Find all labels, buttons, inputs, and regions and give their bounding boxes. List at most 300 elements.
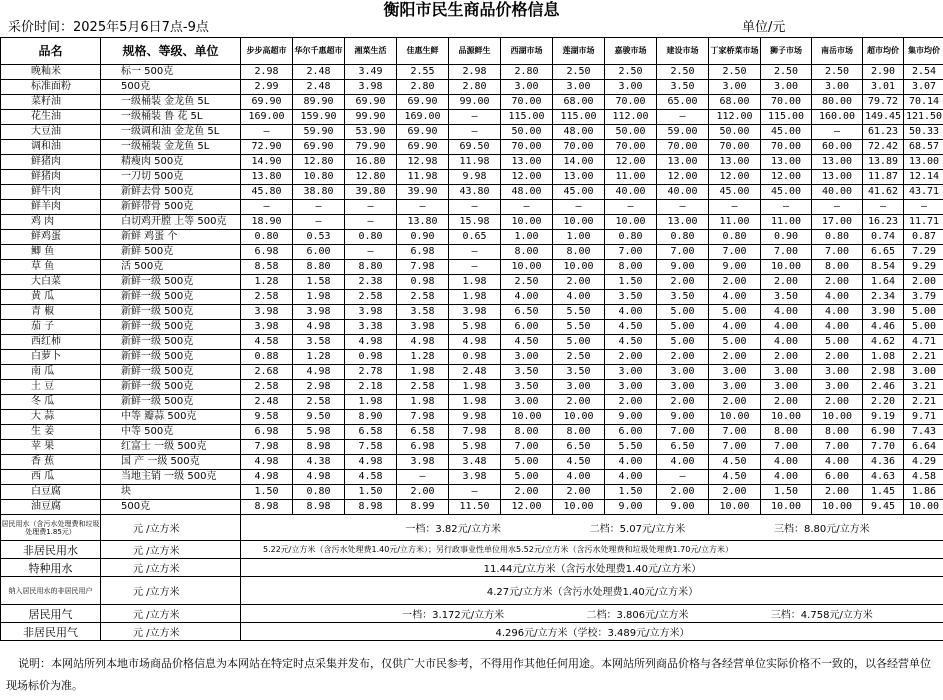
price-cell: 3.90 [863, 305, 904, 320]
product-name: 鲜猪肉 [1, 155, 101, 170]
price-cell: 9.00 [605, 410, 657, 425]
utility-unit: 元 /立方米 [101, 577, 241, 605]
table-row [1, 305, 943, 320]
price-cell: 12.00 [761, 170, 812, 185]
utility-unit: 元 /立方米 [101, 623, 241, 641]
product-spec: 块 [101, 485, 241, 500]
price-cell: 2.58 [345, 290, 397, 305]
price-cell: 10.00 [812, 500, 863, 515]
product-name: 土 豆 [1, 380, 101, 395]
currency-unit: 单位/元 [742, 20, 786, 35]
product-spec: 新鲜一级 500克 [101, 395, 241, 410]
price-cell: 2.18 [345, 380, 397, 395]
price-cell: 2.58 [293, 395, 345, 410]
table-row [1, 485, 943, 500]
price-cell: 11.87 [863, 170, 904, 185]
price-cell: 13.80 [397, 215, 449, 230]
price-cell: 11.98 [449, 155, 501, 170]
price-cell: 3.00 [812, 380, 863, 395]
price-cell: 2.80 [449, 80, 501, 95]
price-cell: 13.00 [657, 155, 709, 170]
product-name: 白豆腐 [1, 485, 101, 500]
price-cell: 3.50 [605, 290, 657, 305]
utility-table-body [1, 515, 943, 641]
product-spec: 新鲜带骨 500克 [101, 200, 241, 215]
price-cell: 3.00 [553, 80, 605, 95]
price-cell: 4.50 [605, 320, 657, 335]
table-row [1, 200, 943, 215]
price-cell: 13.00 [812, 170, 863, 185]
price-cell: 2.20 [863, 395, 904, 410]
price-cell: 7.00 [709, 245, 761, 260]
price-cell: 4.00 [812, 290, 863, 305]
price-cell: 0.74 [863, 230, 904, 245]
product-spec: 一级调和油 金龙鱼 5L [101, 125, 241, 140]
price-cell: — [345, 215, 397, 230]
price-cell: 2.78 [345, 365, 397, 380]
product-name: 青 椒 [1, 305, 101, 320]
price-cell: 39.80 [345, 185, 397, 200]
price-cell: 3.49 [345, 65, 397, 80]
price-cell: 2.99 [241, 80, 293, 95]
price-cell: 112.00 [709, 110, 761, 125]
table-row [1, 290, 943, 305]
price-cell: 2.98 [863, 365, 904, 380]
price-cell: 0.53 [293, 230, 345, 245]
price-cell: 2.00 [657, 275, 709, 290]
price-cell: 11.00 [709, 215, 761, 230]
price-cell: 8.00 [605, 260, 657, 275]
price-cell: 59.90 [293, 125, 345, 140]
price-cell: — [449, 485, 501, 500]
price-cell: 5.00 [812, 335, 863, 350]
price-cell: 4.00 [761, 320, 812, 335]
utility-description: 11.44元/立方米（含污水处理费1.40元/立方米） [241, 559, 943, 577]
price-cell: 3.50 [761, 290, 812, 305]
price-cell: 2.00 [709, 350, 761, 365]
price-cell: 2.98 [449, 65, 501, 80]
product-name: 花生油 [1, 110, 101, 125]
price-cell: 2.50 [553, 65, 605, 80]
price-cell: 2.21 [904, 350, 943, 365]
price-cell: 2.50 [501, 275, 553, 290]
utility-unit: 元 /立方米 [101, 605, 241, 623]
price-cell: 3.00 [761, 380, 812, 395]
price-cell: 45.00 [709, 185, 761, 200]
page-title: 衡阳市民生商品价格信息 [383, 0, 560, 19]
price-cell: 3.00 [605, 380, 657, 395]
price-cell: 12.00 [501, 500, 553, 515]
price-cell: 10.00 [553, 260, 605, 275]
price-cell: 3.98 [241, 305, 293, 320]
utility-description: 5.22元/立方米（含污水处理费1.40元/立方米）；另行政事业性单位用水5.52元/立方米（含污水处理费和垃圾处理费1.70元/立方米） [241, 541, 943, 559]
price-cell: 6.98 [397, 440, 449, 455]
price-cell: — [657, 200, 709, 215]
price-cell: 1.98 [449, 275, 501, 290]
table-row [1, 185, 943, 200]
tier-price: 三档：4.758元/立方米 [770, 610, 873, 621]
product-name: 油豆腐 [1, 500, 101, 515]
product-spec: 白切鸡开膛 上等 500克 [101, 215, 241, 230]
price-cell: 5.50 [553, 305, 605, 320]
price-cell: 0.80 [605, 230, 657, 245]
price-cell: 10.00 [904, 500, 943, 515]
price-cell: 5.50 [553, 320, 605, 335]
collection-time: 采价时间：2025年5月6日7点-9点 [8, 20, 209, 35]
price-cell: 7.58 [345, 440, 397, 455]
price-cell: 9.98 [449, 170, 501, 185]
price-cell: 2.00 [812, 350, 863, 365]
price-cell: 2.00 [812, 485, 863, 500]
price-cell: 2.98 [293, 380, 345, 395]
price-cell: 2.00 [904, 275, 943, 290]
price-cell: 70.00 [553, 140, 605, 155]
price-cell: 13.00 [904, 155, 943, 170]
price-cell: 2.54 [904, 65, 943, 80]
price-cell: 4.00 [605, 455, 657, 470]
price-cell: 10.00 [553, 500, 605, 515]
price-cell: 69.90 [397, 95, 449, 110]
price-cell: 70.00 [709, 140, 761, 155]
price-cell: 13.00 [553, 170, 605, 185]
price-cell: 3.79 [904, 290, 943, 305]
col-header-name: 品名 [1, 38, 101, 65]
price-cell: 8.99 [397, 500, 449, 515]
price-cell: 11.71 [904, 215, 943, 230]
col-header-spec: 规格、等级、单位 [101, 38, 241, 65]
price-cell: 3.00 [812, 80, 863, 95]
col-header-market: 湘菜生活 [345, 38, 397, 65]
price-cell: 3.50 [501, 380, 553, 395]
price-cell: 5.00 [657, 335, 709, 350]
price-cell: 0.80 [812, 230, 863, 245]
table-row [1, 80, 943, 95]
price-cell: 4.00 [553, 470, 605, 485]
price-cell: 43.80 [449, 185, 501, 200]
price-cell: 1.86 [904, 485, 943, 500]
product-name: 鲜鸡蛋 [1, 230, 101, 245]
price-table [0, 37, 943, 641]
price-cell: 43.71 [904, 185, 943, 200]
price-cell: 13.89 [863, 155, 904, 170]
table-row [1, 155, 943, 170]
price-cell: 4.00 [812, 455, 863, 470]
product-spec: 红富士 一级 500克 [101, 440, 241, 455]
product-spec: 500克 [101, 80, 241, 95]
price-cell: — [449, 260, 501, 275]
price-cell: 7.00 [761, 245, 812, 260]
price-cell: 15.98 [449, 215, 501, 230]
price-cell: 12.14 [904, 170, 943, 185]
price-cell: 7.98 [397, 410, 449, 425]
price-cell: 4.98 [293, 470, 345, 485]
price-cell: 149.45 [863, 110, 904, 125]
price-cell: 2.34 [863, 290, 904, 305]
price-cell: 12.98 [397, 155, 449, 170]
price-cell: 6.98 [397, 245, 449, 260]
table-row [1, 65, 943, 80]
price-cell: 4.29 [904, 455, 943, 470]
price-cell: 2.00 [501, 485, 553, 500]
price-cell: 9.58 [241, 410, 293, 425]
price-cell: 1.28 [241, 275, 293, 290]
price-cell: 10.00 [761, 500, 812, 515]
price-cell: 70.14 [904, 95, 943, 110]
price-cell: 61.23 [863, 125, 904, 140]
product-name: 菜籽油 [1, 95, 101, 110]
price-cell: 3.00 [761, 365, 812, 380]
price-cell: 2.00 [553, 275, 605, 290]
price-cell: 4.00 [812, 320, 863, 335]
product-name: 晚籼米 [1, 65, 101, 80]
price-cell: 1.00 [553, 230, 605, 245]
price-cell: 0.90 [397, 230, 449, 245]
price-cell: 2.00 [657, 485, 709, 500]
table-row [1, 350, 943, 365]
product-spec: 当地主销 一级 500克 [101, 470, 241, 485]
price-cell: 1.98 [449, 290, 501, 305]
price-cell: 2.21 [904, 395, 943, 410]
price-cell: 2.50 [812, 65, 863, 80]
price-cell: 11.98 [397, 170, 449, 185]
price-cell: 0.98 [397, 275, 449, 290]
price-cell: 4.62 [863, 335, 904, 350]
product-name: 标准面粉 [1, 80, 101, 95]
price-cell: 4.00 [761, 470, 812, 485]
utility-row [1, 541, 943, 559]
price-cell: 5.00 [553, 335, 605, 350]
price-cell: 40.00 [812, 185, 863, 200]
price-cell: 11.00 [605, 170, 657, 185]
product-name: 大 蒜 [1, 410, 101, 425]
price-cell: 6.64 [904, 440, 943, 455]
price-cell: 45.00 [553, 185, 605, 200]
price-cell: 45.80 [241, 185, 293, 200]
price-cell: 68.57 [904, 140, 943, 155]
price-cell: 5.00 [501, 470, 553, 485]
price-cell: 3.00 [709, 365, 761, 380]
price-cell: 115.00 [501, 110, 553, 125]
price-cell: 7.00 [657, 425, 709, 440]
price-cell: 8.00 [812, 260, 863, 275]
price-cell: 70.00 [761, 95, 812, 110]
price-cell: 14.90 [241, 155, 293, 170]
price-cell: 7.00 [812, 245, 863, 260]
product-name: 调和油 [1, 140, 101, 155]
col-header-avg: 超市均价 [863, 38, 904, 65]
table-row [1, 470, 943, 485]
price-cell: — [449, 245, 501, 260]
price-cell: 5.98 [449, 440, 501, 455]
price-cell: 7.98 [449, 425, 501, 440]
col-header-market: 狮子市场 [761, 38, 812, 65]
price-cell: 12.00 [657, 170, 709, 185]
price-cell: 4.46 [863, 320, 904, 335]
price-cell: 5.00 [501, 455, 553, 470]
col-header-market: 佳惠生鲜 [397, 38, 449, 65]
price-cell: 1.98 [345, 395, 397, 410]
price-cell: 69.90 [241, 95, 293, 110]
price-cell: 8.90 [345, 410, 397, 425]
price-cell: — [553, 200, 605, 215]
price-cell: 4.50 [605, 335, 657, 350]
price-cell: 2.46 [863, 380, 904, 395]
price-cell: 8.80 [345, 260, 397, 275]
utility-row [1, 623, 943, 641]
price-cell: 1.98 [397, 395, 449, 410]
table-row [1, 110, 943, 125]
product-name: 黄 瓜 [1, 290, 101, 305]
price-cell: 13.00 [761, 155, 812, 170]
price-cell: 2.48 [449, 365, 501, 380]
col-header-market: 南岳市场 [812, 38, 863, 65]
price-cell: 6.58 [397, 425, 449, 440]
price-cell: — [293, 215, 345, 230]
product-name: 鲜猪肉 [1, 170, 101, 185]
price-cell: 69.90 [293, 140, 345, 155]
price-cell: 5.98 [449, 320, 501, 335]
price-cell: — [241, 125, 293, 140]
price-cell: 9.19 [863, 410, 904, 425]
price-cell: 12.00 [709, 170, 761, 185]
price-cell: 2.00 [553, 395, 605, 410]
price-cell: 8.00 [501, 425, 553, 440]
price-cell: 4.50 [709, 455, 761, 470]
price-cell: 5.00 [709, 335, 761, 350]
table-row [1, 500, 943, 515]
price-cell: 4.38 [293, 455, 345, 470]
price-cell: — [605, 200, 657, 215]
price-cell: 2.48 [241, 395, 293, 410]
price-cell: 3.50 [501, 365, 553, 380]
price-cell: 3.00 [761, 80, 812, 95]
price-cell: 5.00 [904, 305, 943, 320]
price-cell: 79.72 [863, 95, 904, 110]
price-cell: 0.80 [345, 230, 397, 245]
price-cell: 9.00 [657, 410, 709, 425]
price-cell: 3.21 [904, 380, 943, 395]
price-cell: 4.00 [553, 290, 605, 305]
price-cell: 6.50 [501, 305, 553, 320]
price-cell: — [812, 200, 863, 215]
product-spec: 新鲜 鸡蛋 个 [101, 230, 241, 245]
price-cell: 1.28 [397, 350, 449, 365]
price-cell: 4.00 [761, 455, 812, 470]
price-cell: 6.00 [501, 320, 553, 335]
price-cell: 2.58 [241, 380, 293, 395]
product-spec: 新鲜一级 500克 [101, 305, 241, 320]
product-spec: 中等 500克 [101, 425, 241, 440]
price-cell: 4.36 [863, 455, 904, 470]
product-name: 草 鱼 [1, 260, 101, 275]
price-cell: 10.00 [501, 215, 553, 230]
price-cell: 72.42 [863, 140, 904, 155]
price-cell: 10.00 [761, 260, 812, 275]
price-cell: 7.00 [605, 245, 657, 260]
utility-label: 纳入居民用水的非居民用户 [1, 577, 101, 605]
price-cell: 48.00 [553, 125, 605, 140]
product-name: 茄 子 [1, 320, 101, 335]
price-cell: 3.38 [345, 320, 397, 335]
tier-price: 一档：3.172元/立方米 [402, 610, 505, 621]
price-cell: 10.00 [709, 410, 761, 425]
price-cell: 0.87 [904, 230, 943, 245]
table-row [1, 335, 943, 350]
price-cell: 1.98 [397, 365, 449, 380]
product-spec: 500克 [101, 500, 241, 515]
price-cell: 10.00 [812, 410, 863, 425]
price-cell: 7.00 [761, 440, 812, 455]
price-cell: 2.50 [605, 65, 657, 80]
price-cell: — [904, 200, 943, 215]
price-cell: 8.80 [293, 260, 345, 275]
table-row [1, 140, 943, 155]
price-cell: 4.98 [449, 335, 501, 350]
price-cell: 10.00 [553, 215, 605, 230]
price-cell: 8.54 [863, 260, 904, 275]
price-cell: 2.80 [501, 65, 553, 80]
utility-label: 特种用水 [1, 559, 101, 577]
utility-description [241, 515, 943, 541]
table-row [1, 275, 943, 290]
table-row [1, 410, 943, 425]
price-cell: 4.00 [812, 305, 863, 320]
price-cell: 3.98 [449, 305, 501, 320]
price-cell: — [709, 200, 761, 215]
price-cell: 50.00 [605, 125, 657, 140]
price-cell: 3.50 [657, 80, 709, 95]
utility-row [1, 605, 943, 623]
table-row [1, 395, 943, 410]
price-cell: 7.70 [863, 440, 904, 455]
price-cell: 1.50 [241, 485, 293, 500]
price-cell: 1.98 [293, 290, 345, 305]
product-spec: 新鲜一级 500克 [101, 365, 241, 380]
price-cell: 9.71 [904, 410, 943, 425]
price-cell: 4.98 [345, 455, 397, 470]
price-cell: 45.00 [761, 125, 812, 140]
price-cell: 16.23 [863, 215, 904, 230]
price-cell: 13.80 [241, 170, 293, 185]
price-cell: 8.00 [553, 425, 605, 440]
price-cell: 18.90 [241, 215, 293, 230]
price-cell: 50.00 [501, 125, 553, 140]
price-cell: 1.98 [449, 395, 501, 410]
price-cell: 4.50 [553, 455, 605, 470]
product-name: 鲫 鱼 [1, 245, 101, 260]
price-cell: 2.00 [553, 485, 605, 500]
product-spec: 新鲜去骨 500克 [101, 185, 241, 200]
price-cell: 48.00 [501, 185, 553, 200]
price-cell: 40.00 [657, 185, 709, 200]
price-cell: 7.00 [709, 440, 761, 455]
price-cell: 79.90 [345, 140, 397, 155]
price-cell: 3.00 [709, 380, 761, 395]
price-cell: — [761, 200, 812, 215]
price-cell: — [812, 125, 863, 140]
price-cell: 9.45 [863, 500, 904, 515]
price-cell: 2.00 [761, 275, 812, 290]
price-cell: 3.48 [449, 455, 501, 470]
price-cell: 72.90 [241, 140, 293, 155]
price-cell: 68.00 [709, 95, 761, 110]
price-cell: 2.00 [812, 395, 863, 410]
price-cell: — [657, 110, 709, 125]
product-spec: 国 产 一级 500克 [101, 455, 241, 470]
price-cell: 4.00 [657, 455, 709, 470]
price-cell: 40.00 [605, 185, 657, 200]
price-cell: 1.64 [863, 275, 904, 290]
